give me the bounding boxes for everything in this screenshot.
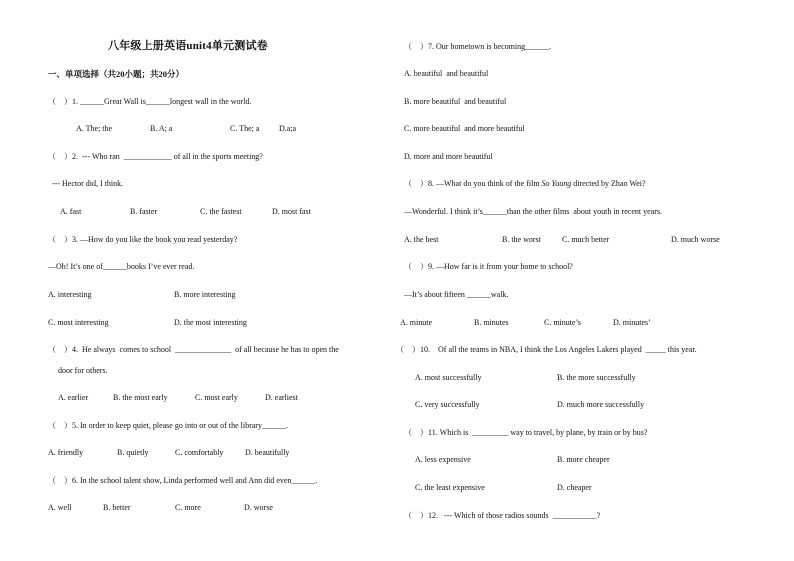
question-12-stem: （ ）12. --- Which of those radios sounds ___________?	[404, 511, 601, 520]
q11-option-d: D. cheaper	[557, 483, 592, 492]
question-2-stem: （ ）2. --- Who ran ____________ of all in the sports meeting?	[48, 152, 263, 161]
q9-option-a: A. minute	[400, 318, 432, 327]
q3-option-c: C. most interesting	[48, 318, 109, 327]
question-8-stem	[404, 179, 646, 189]
question-1-stem: （ ）1. ______Great Wall is______longest wall in the world.	[48, 97, 252, 106]
q6-option-b: B. better	[103, 503, 131, 512]
q10-option-d: D. much more successfully	[557, 400, 645, 409]
q6-option-a: A. well	[48, 503, 72, 512]
q2-option-d: D. most fast	[272, 207, 311, 216]
q5-option-c: C. comfortably	[175, 448, 224, 457]
q4-option-a: A. earlier	[58, 393, 89, 402]
q7-option-b: B. more beautiful and beautiful	[404, 97, 507, 106]
question-11-stem: （ ）11. Which is _________ way to travel, by plane, by train or by bus?	[404, 428, 648, 437]
q5-option-d: D. beautifully	[245, 448, 290, 457]
q6-option-c: C. more	[175, 503, 201, 512]
question-6-stem: （ ）6. In the school talent show, Linda performed well and Ann did even______.	[48, 476, 318, 485]
q3-option-a: A. interesting	[48, 290, 92, 299]
q8-option-a: A. the best	[404, 235, 439, 244]
q3-option-b: B. more interesting	[174, 290, 236, 299]
question-10-stem: （ ）10. Of all the teams in NBA, I think the Los Angeles Lakers played _____ this year.	[396, 345, 697, 354]
q5-option-a: A. friendly	[48, 448, 84, 457]
q1-option-c: C. The; a	[230, 124, 260, 133]
q9-option-c: C. minute’s	[544, 318, 581, 327]
section-heading: 一、单项选择（共20小题；共20分）	[48, 69, 185, 79]
page-title: 八年级上册英语unit4单元测试卷	[108, 40, 268, 52]
question-3-stem: （ ）3. —How do you like the book you read yesterday?	[48, 235, 238, 244]
q11-option-b: B. more cheaper	[557, 455, 610, 464]
q9-option-b: B. minutes	[474, 318, 509, 327]
q11-option-a: A. less expensive	[415, 455, 471, 464]
q1-option-d: D.a;a	[279, 124, 297, 133]
q10-option-c: C. very successfully	[415, 400, 480, 409]
q6-option-d: D. worse	[244, 503, 273, 512]
q2-option-b: B. faster	[130, 207, 158, 216]
q4-option-d: D. earliest	[265, 393, 298, 402]
question-8-answer: —Wonderful. I think it’s______than the other films about youth in recent years.	[404, 207, 662, 216]
q3-option-d: D. the most interesting	[174, 318, 247, 327]
q8-stem-post: directed by Zhao Wei?	[571, 179, 646, 188]
q8-option-b: B. the worst	[502, 235, 541, 244]
q2-option-a: A. fast	[60, 207, 82, 216]
q11-option-c: C. the least expensive	[415, 483, 485, 492]
question-5-stem: （ ）5. In order to keep quiet, please go into or out of the library______.	[48, 421, 288, 430]
q9-option-d: D. minutes’	[613, 318, 651, 327]
question-3-answer: —Oh! It’s one of______books I’ve ever read.	[48, 262, 195, 271]
q10-option-a: A. most successfully	[415, 373, 482, 382]
q5-option-b: B. quietly	[117, 448, 149, 457]
q8-option-d: D. much worse	[671, 235, 720, 244]
question-4-stem: （ ）4. He always comes to school ______________ of all because he has to open the	[48, 345, 339, 354]
question-4-stem-cont: door for others.	[58, 366, 108, 375]
question-7-stem: （ ）7. Our hometown is becoming______.	[404, 42, 552, 51]
q4-option-b: B. the most early	[113, 393, 168, 402]
q7-option-c: C. more beautiful and more beautiful	[404, 124, 525, 133]
question-2-answer: --- Hector did, I think.	[52, 179, 124, 188]
q7-option-a: A. beautiful and beautiful	[404, 69, 489, 78]
q1-option-b: B. A; a	[150, 124, 173, 133]
q7-option-d: D. more and more beautiful	[404, 152, 493, 161]
q8-stem-pre: （ ）8. —What do you think of the film	[404, 179, 542, 188]
question-9-stem: （ ）9. —How far is it from your home to school?	[404, 262, 573, 271]
q10-option-b: B. the more successfully	[557, 373, 636, 382]
q4-option-c: C. most early	[195, 393, 238, 402]
question-9-answer: —It’s about fifteen ______walk.	[404, 290, 509, 299]
q8-option-c: C. much better	[562, 235, 610, 244]
q1-option-a: A. The; the	[76, 124, 113, 133]
q8-film-title: So Young	[541, 179, 572, 188]
q2-option-c: C. the fastest	[200, 207, 242, 216]
